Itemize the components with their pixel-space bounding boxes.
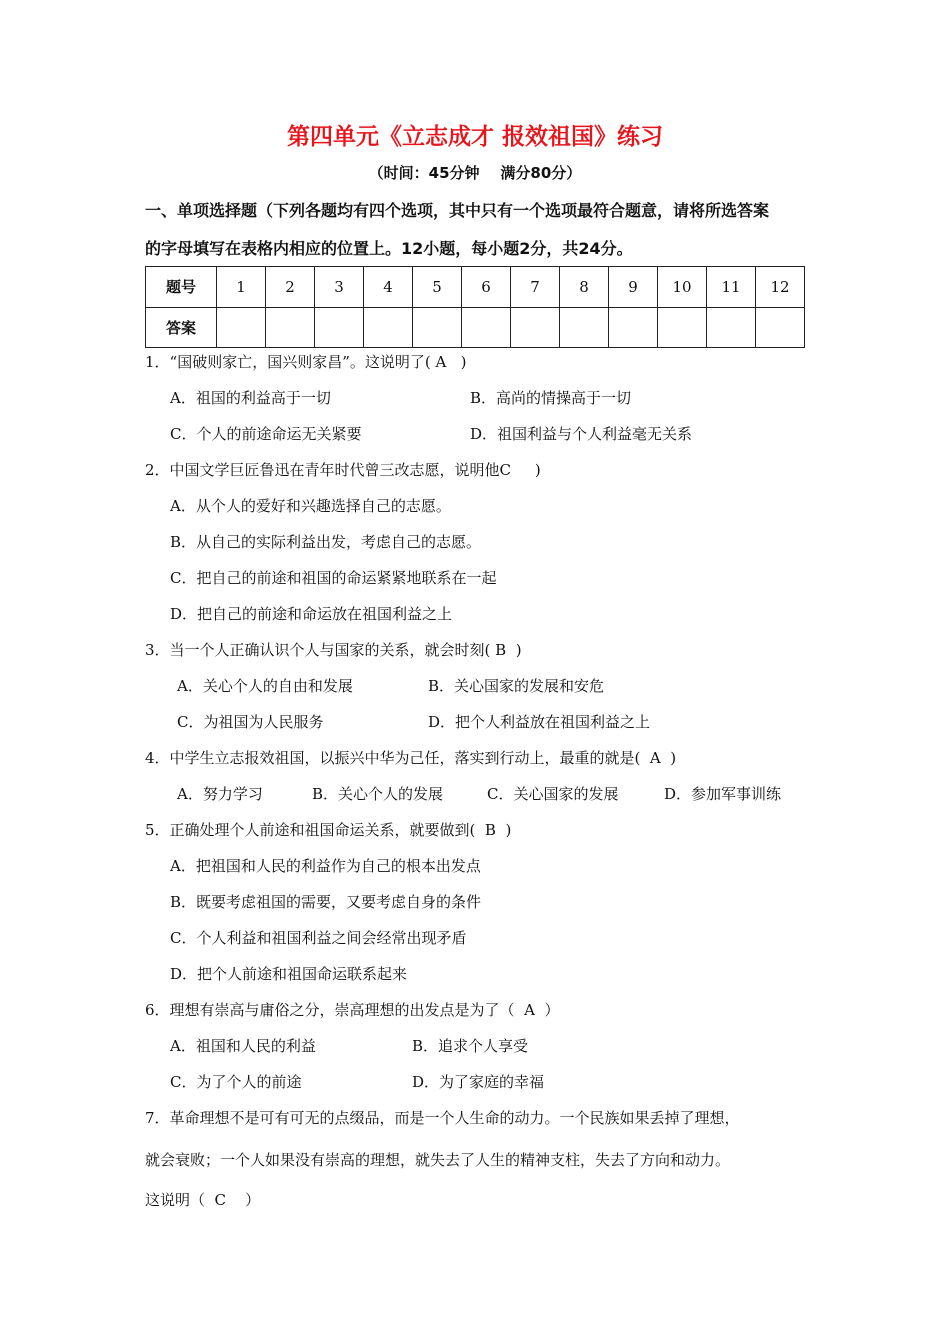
question-4-option-a: A．努力学习 [177,785,263,803]
question-number-cell: 11 [707,267,756,308]
section-heading-line-2: 的字母填写在表格内相应的位置上。12小题，每小题2分，共24分。 [145,239,633,258]
question-3-option-b: B．关心国家的发展和安危 [428,677,605,695]
answer-table-answer-row [146,307,805,348]
answer-cell[interactable] [560,307,609,348]
question-number-cell: 9 [609,267,658,308]
question-3-stem: 3．当一个人正确认识个人与国家的关系，就会时刻( B ) [145,641,522,659]
page-subtitle: （时间：45分钟 满分80分） [368,164,582,182]
section-heading-line-1: 一、单项选择题（下列各题均有四个选项，其中只有一个选项最符合题意，请将所选答案 [145,201,770,220]
answer-cell[interactable] [658,307,707,348]
answer-cell[interactable] [707,307,756,348]
answer-cell[interactable] [315,307,364,348]
question-4-option-c: C．关心国家的发展 [487,785,619,803]
question-number-cell: 2 [266,267,315,308]
answer-cell[interactable] [756,307,805,348]
question-6-option-a: A．祖国和人民的利益 [170,1037,316,1055]
question-6-option-c: C．为了个人的前途 [170,1073,302,1091]
answer-cell[interactable] [266,307,315,348]
question-6-stem: 6．理想有崇高与庸俗之分，崇高理想的出发点是为了（ A ） [145,1001,560,1019]
question-number-cell: 7 [511,267,560,308]
answer-cell[interactable] [217,307,266,348]
answer-table [145,266,805,348]
answer-cell[interactable] [609,307,658,348]
question-1-stem: 1．“国破则家亡，国兴则家昌”。这说明了( A ) [145,353,467,371]
question-5-stem: 5．正确处理个人前途和祖国命运关系，就要做到( B ) [145,821,512,839]
question-2-option-a: A．从个人的爱好和兴趣选择自己的志愿。 [170,497,451,515]
question-number-cell: 4 [364,267,413,308]
question-number-cell: 12 [756,267,805,308]
header-label-cell: 题号 [146,267,217,308]
question-5-option-d: D．把个人前途和祖国命运联系起来 [170,965,408,983]
question-number-cell: 8 [560,267,609,308]
question-4-option-b: B．关心个人的发展 [312,785,444,803]
question-3-option-a: A．关心个人的自由和发展 [177,677,353,695]
question-3-option-c: C．为祖国为人民服务 [177,713,324,731]
question-number-cell: 10 [658,267,707,308]
question-6-option-d: D．为了家庭的幸福 [412,1073,545,1091]
question-5-option-a: A．把祖国和人民的利益作为自己的根本出发点 [170,857,481,875]
question-4-stem: 4．中学生立志报效祖国，以振兴中华为己任，落实到行动上，最重的就是( A ) [145,749,677,767]
question-number-cell: 6 [462,267,511,308]
question-7-stem-line-3: 这说明（ C ） [145,1191,261,1209]
answer-cell[interactable] [462,307,511,348]
answer-label-cell: 答案 [146,307,217,348]
question-6-option-b: B．追求个人享受 [412,1037,529,1055]
answer-cell[interactable] [364,307,413,348]
question-5-option-b: B．既要考虑祖国的需要，又要考虑自身的条件 [170,893,482,911]
answer-cell[interactable] [511,307,560,348]
question-1-option-c: C．个人的前途命运无关紧要 [170,425,362,443]
question-7-stem-line-1: 7．革命理想不是可有可无的点缀品，而是一个人生命的动力。一个民族如果丢掉了理想， [145,1109,740,1127]
question-4-option-d: D．参加军事训练 [664,785,782,803]
page-title: 第四单元《立志成才 报效祖国》练习 [286,124,663,150]
question-1-option-a: A．祖国的利益高于一切 [170,389,331,407]
question-2-option-d: D．把自己的前途和命运放在祖国利益之上 [170,605,453,623]
question-3-option-d: D．把个人利益放在祖国利益之上 [428,713,651,731]
question-number-cell: 5 [413,267,462,308]
question-2-option-b: B．从自己的实际利益出发，考虑自己的志愿。 [170,533,482,551]
question-1-option-d: D．祖国利益与个人利益毫无关系 [470,425,693,443]
question-5-option-c: C．个人利益和祖国利益之间会经常出现矛盾 [170,929,467,947]
answer-table-number-row [146,267,805,308]
question-7-stem-line-2: 就会衰败；一个人如果没有崇高的理想，就失去了人生的精神支柱，失去了方向和动力。 [145,1151,731,1169]
question-2-stem: 2．中国文学巨匠鲁迅在青年时代曾三改志愿，说明他C ) [145,461,541,479]
answer-cell[interactable] [413,307,462,348]
question-number-cell: 3 [315,267,364,308]
question-number-cell: 1 [217,267,266,308]
question-1-option-b: B．高尚的情操高于一切 [470,389,632,407]
question-2-option-c: C．把自己的前途和祖国的命运紧紧地联系在一起 [170,569,497,587]
